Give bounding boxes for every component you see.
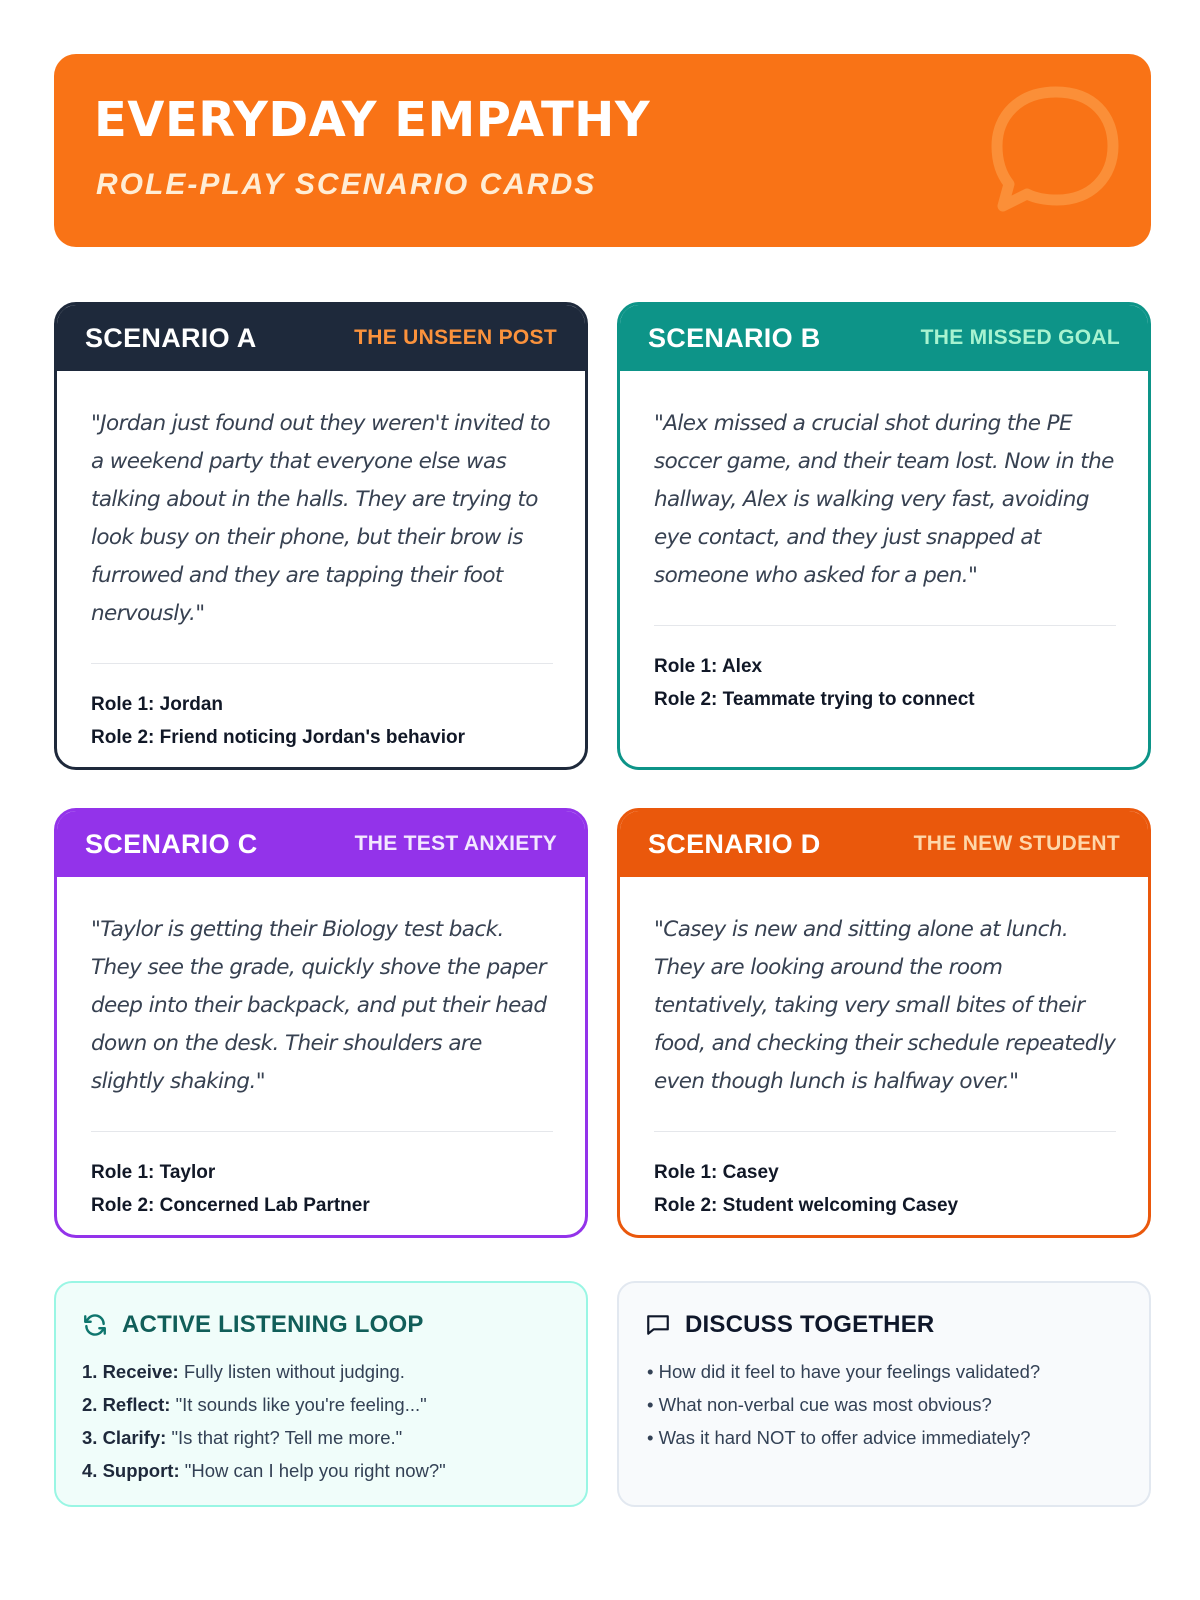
loop-step xyxy=(82,1355,560,1388)
card-header xyxy=(620,305,1148,371)
role-1 xyxy=(91,1156,553,1189)
role-1-value: Casey xyxy=(722,1162,779,1183)
card-header xyxy=(57,811,585,877)
loop-step-text: "It sounds like you're feeling..." xyxy=(175,1394,427,1415)
scenario-card-c xyxy=(54,808,588,1238)
discuss-item-text: What non-verbal cue was most obvious? xyxy=(658,1394,992,1415)
scenario-quote: "Taylor is getting their Biology test back. They see the grade, quickly shove the paper deep into their backpack, and put their head down on the desk. Their shoulders are slightly shaking." xyxy=(91,917,547,1094)
discuss-item xyxy=(645,1355,1123,1388)
page-subtitle: ROLE-PLAY SCENARIO CARDS xyxy=(96,168,597,201)
card-tag: THE NEW STUDENT xyxy=(913,832,1120,855)
refresh-icon xyxy=(82,1312,108,1338)
discuss-box xyxy=(617,1281,1151,1507)
loop-step-text: "How can I help you right now?" xyxy=(184,1460,446,1481)
card-header xyxy=(57,305,585,371)
role-1-label: Role 1: xyxy=(91,694,155,715)
card-header xyxy=(620,811,1148,877)
discuss-item xyxy=(645,1421,1123,1454)
chat-icon xyxy=(645,1312,671,1338)
bullet: • xyxy=(647,1361,654,1382)
loop-step-label: 3. Clarify: xyxy=(82,1427,167,1448)
scenario-quote: "Alex missed a crucial shot during the PE soccer game, and their team lost. Now in the hallway, Alex is walking very fast, avoiding eye contact, and they just snapped at someone who asked for a pen." xyxy=(654,411,1114,588)
role-2 xyxy=(654,1189,1116,1222)
role-2-label: Role 2: xyxy=(654,689,718,710)
role-2-value: Teammate trying to connect xyxy=(722,689,975,710)
card-tag: THE TEST ANXIETY xyxy=(354,832,557,855)
loop-step xyxy=(82,1454,560,1487)
worksheet xyxy=(54,54,1151,1481)
role-2-label: Role 2: xyxy=(91,1195,155,1216)
card-label: SCENARIO A xyxy=(85,322,257,353)
role-2 xyxy=(654,683,1116,716)
role-1 xyxy=(91,688,553,721)
role-1-label: Role 1: xyxy=(654,1162,718,1183)
header-banner xyxy=(54,54,1151,247)
loop-step xyxy=(82,1388,560,1421)
role-2-value: Concerned Lab Partner xyxy=(159,1195,370,1216)
card-label: SCENARIO B xyxy=(648,322,821,353)
discuss-title-text: DISCUSS TOGETHER xyxy=(685,1311,935,1338)
role-2-label: Role 2: xyxy=(654,1195,718,1216)
role-2-value: Friend noticing Jordan's behavior xyxy=(159,727,466,748)
card-label: SCENARIO D xyxy=(648,828,821,859)
scenario-card-a xyxy=(54,302,588,770)
role-1-value: Taylor xyxy=(159,1162,216,1183)
role-1-label: Role 1: xyxy=(91,1162,155,1183)
active-listening-title-text: ACTIVE LISTENING LOOP xyxy=(122,1311,424,1338)
card-tag: THE UNSEEN POST xyxy=(354,326,557,349)
loop-step-text: Fully listen without judging. xyxy=(183,1361,405,1382)
divider xyxy=(91,663,553,664)
scenario-card-b xyxy=(617,302,1151,770)
scenario-quote: "Jordan just found out they weren't invited to a weekend party that everyone else was talking about in the halls. They are trying to look busy on their phone, but their brow is furrowed and they are tapping their foot nervously." xyxy=(91,411,551,626)
bullet: • xyxy=(647,1427,654,1448)
scenario-quote: "Casey is new and sitting alone at lunch. They are looking around the room tentatively, taking very small bites of their food, and checking their schedule repeatedly even though lunch is halfway over." xyxy=(654,917,1116,1094)
speech-bubble-icon xyxy=(981,74,1131,224)
role-2-label: Role 2: xyxy=(91,727,155,748)
card-tag: THE MISSED GOAL xyxy=(920,326,1120,349)
loop-step-label: 4. Support: xyxy=(82,1460,180,1481)
bullet: • xyxy=(647,1394,654,1415)
discuss-item xyxy=(645,1388,1123,1421)
page-title: EVERYDAY EMPATHY xyxy=(94,92,651,148)
discuss-item-text: Was it hard NOT to offer advice immediately? xyxy=(658,1427,1031,1448)
role-1-value: Jordan xyxy=(159,694,223,715)
divider xyxy=(91,1131,553,1132)
divider xyxy=(654,625,1116,626)
role-2-value: Student welcoming Casey xyxy=(722,1195,959,1216)
loop-step-text: "Is that right? Tell me more." xyxy=(171,1427,403,1448)
active-listening-box xyxy=(54,1281,588,1507)
active-listening-title xyxy=(82,1311,560,1339)
role-1-value: Alex xyxy=(721,656,763,677)
discuss-title xyxy=(645,1311,1123,1339)
discuss-item-text: How did it feel to have your feelings validated? xyxy=(658,1361,1041,1382)
card-label: SCENARIO C xyxy=(85,828,258,859)
role-1 xyxy=(654,650,1116,683)
role-1 xyxy=(654,1156,1116,1189)
divider xyxy=(654,1131,1116,1132)
scenario-card-d xyxy=(617,808,1151,1238)
loop-step-label: 2. Reflect: xyxy=(82,1394,171,1415)
role-2 xyxy=(91,721,553,754)
role-1-label: Role 1: xyxy=(654,656,718,677)
loop-step-label: 1. Receive: xyxy=(82,1361,179,1382)
loop-step xyxy=(82,1421,560,1454)
role-2 xyxy=(91,1189,553,1222)
